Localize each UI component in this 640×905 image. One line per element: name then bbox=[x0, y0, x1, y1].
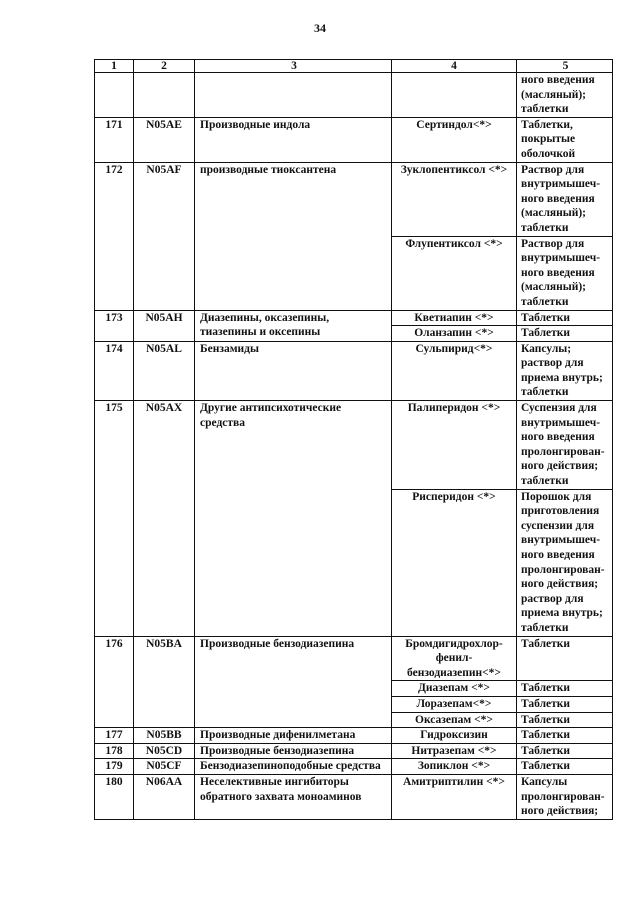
dosage-forms-line: покрытые bbox=[521, 133, 576, 146]
atc-code: N05AH bbox=[134, 310, 195, 341]
header-cell: 1 bbox=[95, 60, 134, 73]
drug-name bbox=[392, 73, 517, 118]
dosage-forms bbox=[517, 743, 613, 759]
atc-code: N05AF bbox=[134, 162, 195, 310]
dosage-forms-line: приготовления bbox=[521, 505, 600, 518]
dosage-forms-line: таблетки bbox=[521, 103, 569, 116]
dosage-forms bbox=[517, 341, 613, 400]
dosage-forms-line: ного действия; bbox=[521, 805, 599, 818]
drug-group: Производные индола bbox=[195, 117, 392, 162]
dosage-forms-line: Капсулы; bbox=[521, 342, 572, 355]
dosage-forms-line: таблетки bbox=[521, 221, 569, 234]
table-row bbox=[95, 743, 613, 759]
dosage-forms-line: внутримышеч- bbox=[521, 416, 601, 429]
drug-name: Палиперидон <*> bbox=[392, 401, 517, 490]
atc-code: N05CD bbox=[134, 743, 195, 759]
dosage-forms bbox=[517, 162, 613, 236]
drug-name bbox=[392, 636, 517, 681]
dosage-forms-line: суспензии для bbox=[521, 519, 595, 532]
table-row bbox=[95, 401, 613, 490]
drug-group: Бензамиды bbox=[195, 341, 392, 400]
dosage-forms-line: внутримышеч- bbox=[521, 534, 601, 547]
dosage-forms-line: (масляный); bbox=[521, 207, 587, 220]
dosage-forms bbox=[517, 681, 613, 697]
dosage-forms-line: Таблетки bbox=[521, 744, 571, 757]
dosage-forms-line: раствор для bbox=[521, 592, 584, 605]
drug-name: Гидроксизин bbox=[392, 728, 517, 744]
row-number: 175 bbox=[95, 401, 134, 637]
dosage-forms bbox=[517, 117, 613, 162]
dosage-forms bbox=[517, 759, 613, 775]
atc-code bbox=[134, 73, 195, 118]
dosage-forms-line: Капсулы bbox=[521, 775, 568, 788]
dosage-forms bbox=[517, 728, 613, 744]
dosage-forms-line: Таблетки bbox=[521, 311, 571, 324]
drug-name-line: бензодиазепин<*> bbox=[407, 666, 501, 679]
dosage-forms-line: Раствор для bbox=[521, 163, 585, 176]
table-row bbox=[95, 774, 613, 819]
table-row bbox=[95, 310, 613, 326]
dosage-forms-line: ного действия; bbox=[521, 578, 599, 591]
dosage-forms-line: внутримышеч- bbox=[521, 252, 601, 265]
dosage-forms-line: Порошок для bbox=[521, 490, 592, 503]
row-number: 172 bbox=[95, 162, 134, 310]
drug-name: Диазепам <*> bbox=[392, 681, 517, 697]
page-number: 34 bbox=[314, 21, 326, 35]
table-row bbox=[95, 117, 613, 162]
atc-code: N05CF bbox=[134, 759, 195, 775]
dosage-forms-line: Таблетки bbox=[521, 682, 571, 695]
drug-name: Сульпирид<*> bbox=[392, 341, 517, 400]
dosage-forms-line: Раствор для bbox=[521, 237, 585, 250]
drug-group bbox=[195, 73, 392, 118]
dosage-forms-line: таблетки bbox=[521, 295, 569, 308]
dosage-forms-line: пролонгирован- bbox=[521, 445, 605, 458]
drug-group: Другие антипсихотические средства bbox=[195, 401, 392, 637]
dosage-forms-line: ного действия; bbox=[521, 460, 599, 473]
header-cell: 5 bbox=[517, 60, 613, 73]
dosage-forms-line: Таблетки bbox=[521, 637, 571, 650]
drug-group: Неселективные ингибиторы обратного захвата моноаминов bbox=[195, 774, 392, 819]
drug-name: Кветиапин <*> bbox=[392, 310, 517, 326]
drug-group: Производные бензодиазепина bbox=[195, 743, 392, 759]
dosage-forms bbox=[517, 236, 613, 310]
atc-code: N05AX bbox=[134, 401, 195, 637]
atc-code: N06AA bbox=[134, 774, 195, 819]
dosage-forms-line: Таблетки bbox=[521, 729, 571, 742]
drug-name-line: Бромдигидрохлор- bbox=[405, 637, 503, 650]
dosage-forms-line: таблетки bbox=[521, 475, 569, 488]
header-cell: 2 bbox=[134, 60, 195, 73]
dosage-forms-line: Таблетки bbox=[521, 713, 571, 726]
dosage-forms bbox=[517, 326, 613, 342]
dosage-forms-line: Таблетки, bbox=[521, 118, 573, 131]
dosage-forms bbox=[517, 401, 613, 490]
drug-name: Сертиндол<*> bbox=[392, 117, 517, 162]
dosage-forms bbox=[517, 712, 613, 728]
atc-code: N05BB bbox=[134, 728, 195, 744]
table-row bbox=[95, 162, 613, 236]
table-row bbox=[95, 341, 613, 400]
drug-group: производные тиоксантена bbox=[195, 162, 392, 310]
dosage-forms-line: Таблетки bbox=[521, 327, 571, 340]
row-number: 177 bbox=[95, 728, 134, 744]
drug-name: Флупентиксол <*> bbox=[392, 236, 517, 310]
row-number: 178 bbox=[95, 743, 134, 759]
row-number: 174 bbox=[95, 341, 134, 400]
row-number: 179 bbox=[95, 759, 134, 775]
dosage-forms-line: оболочкой bbox=[521, 147, 576, 160]
dosage-forms-line: внутримышеч- bbox=[521, 178, 601, 191]
row-number: 176 bbox=[95, 636, 134, 728]
dosage-forms-line: приема внутрь; bbox=[521, 371, 603, 384]
table-row bbox=[95, 728, 613, 744]
dosage-forms-line: ного введения bbox=[521, 74, 595, 86]
atc-code: N05BA bbox=[134, 636, 195, 728]
dosage-forms-line: Таблетки bbox=[521, 697, 571, 710]
header-row bbox=[95, 60, 613, 73]
table-row bbox=[95, 636, 613, 681]
dosage-forms-line: раствор для bbox=[521, 357, 584, 370]
dosage-forms bbox=[517, 774, 613, 819]
row-number: 171 bbox=[95, 117, 134, 162]
dosage-forms-line: ного введения bbox=[521, 549, 595, 561]
drug-name: Лоразепам<*> bbox=[392, 696, 517, 712]
drug-group: Бензодиазепиноподобные средства bbox=[195, 759, 392, 775]
dosage-forms-line: таблетки bbox=[521, 621, 569, 634]
dosage-forms bbox=[517, 696, 613, 712]
dosage-forms bbox=[517, 636, 613, 681]
drug-group: Производные бензодиазепина bbox=[195, 636, 392, 728]
drug-name: Амитриптилин <*> bbox=[392, 774, 517, 819]
table-row bbox=[95, 759, 613, 775]
dosage-forms-line: таблетки bbox=[521, 386, 569, 399]
dosage-forms-line: Таблетки bbox=[521, 760, 571, 773]
dosage-forms-line: (масляный); bbox=[521, 281, 587, 294]
dosage-forms-line: пролонгирован- bbox=[521, 790, 605, 803]
header-cell: 3 bbox=[195, 60, 392, 73]
atc-code: N05AE bbox=[134, 117, 195, 162]
drug-name: Зопиклон <*> bbox=[392, 759, 517, 775]
dosage-forms-line: пролонгирован- bbox=[521, 563, 605, 576]
dosage-forms bbox=[517, 73, 613, 118]
row-number: 173 bbox=[95, 310, 134, 341]
dosage-forms bbox=[517, 489, 613, 636]
drug-name: Нитразепам <*> bbox=[392, 743, 517, 759]
row-number bbox=[95, 73, 134, 118]
table-row bbox=[95, 73, 613, 118]
drug-table bbox=[94, 59, 613, 820]
dosage-forms-line: (масляный); bbox=[521, 88, 587, 101]
drug-name: Зуклопентиксол <*> bbox=[392, 162, 517, 236]
drug-name: Оланзапин <*> bbox=[392, 326, 517, 342]
drug-group: Диазепины, оксазепины, тиазепины и оксепины bbox=[195, 310, 392, 341]
dosage-forms bbox=[517, 310, 613, 326]
atc-code: N05AL bbox=[134, 341, 195, 400]
dosage-forms-line: ного введения bbox=[521, 192, 595, 205]
dosage-forms-line: приема внутрь; bbox=[521, 607, 603, 620]
dosage-forms-line: Суспензия для bbox=[521, 402, 597, 415]
dosage-forms-line: ного введения bbox=[521, 431, 595, 444]
drug-name: Оксазепам <*> bbox=[392, 712, 517, 728]
row-number: 180 bbox=[95, 774, 134, 819]
header-cell: 4 bbox=[392, 60, 517, 73]
drug-name: Рисперидон <*> bbox=[392, 489, 517, 636]
drug-name-line: фенил- bbox=[435, 652, 473, 665]
dosage-forms-line: ного введения bbox=[521, 266, 595, 279]
drug-group: Производные дифенилметана bbox=[195, 728, 392, 744]
